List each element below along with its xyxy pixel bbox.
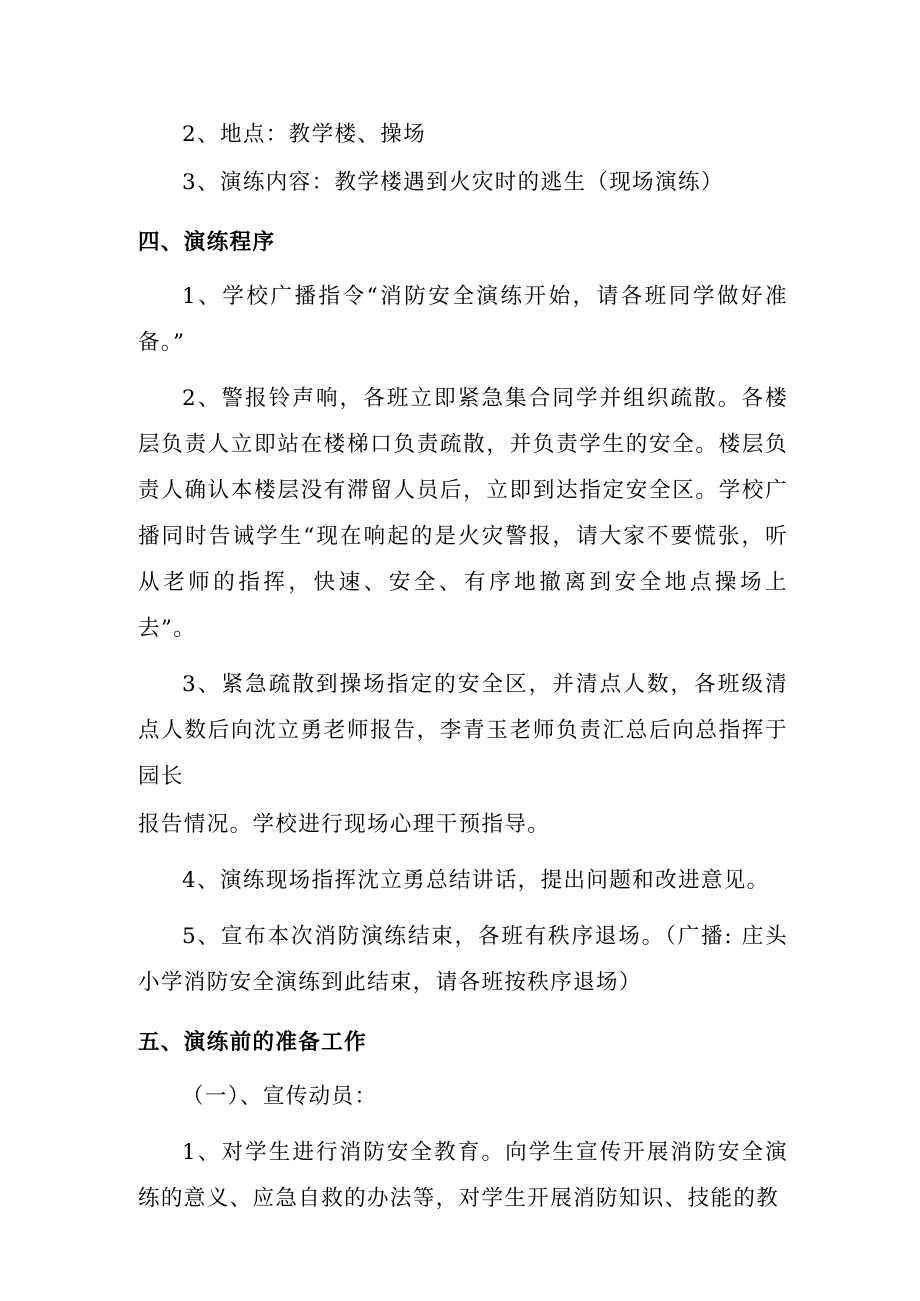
procedure-step-2: 2、警报铃声响，各班立即紧急集合同学并组织疏散。各楼层负责人立即站在楼梯口负责疏散，并负责学生的安全。楼层负责人确认本楼层没有滞留人员后，立即到达指定安全区。学校广播同时告诫学生“现在响起的是火灾警报，请大家不要慌张，听从老师的指挥，快速、安全、有序地撤离到安全地点操场上去”。	[138, 386, 788, 641]
procedure-step-4: 4、演练现场指挥沈立勇总结讲话，提出问题和改进意见。	[182, 868, 770, 893]
subsection-heading-publicity: （一）、宣传动员：	[182, 1084, 378, 1109]
section-heading-preparation: 五、演练前的准备工作	[138, 1030, 368, 1055]
procedure-step-1: 1、学校广播指令“消防安全演练开始，请各班同学做好准备。”	[138, 284, 788, 355]
preparation-item-1: 1、对学生进行消防安全教育。向学生宣传开展消防安全演练的意义、应急自救的办法等，对学生开展消防知识、技能的教	[138, 1140, 788, 1211]
drill-content-item: 3、演练内容：教学楼遇到火灾时的逃生（现场演练）	[182, 170, 724, 195]
procedure-step-3-continued: 报告情况。学校进行现场心理干预指导。	[138, 812, 551, 837]
procedure-step-5: 5、宣布本次消防演练结束，各班有秩序退场。（广播: 庄头小学消防安全演练到此结束，请各班按秩序退场）	[138, 924, 788, 995]
document-body	[138, 112, 788, 1222]
procedure-step-3: 3、紧急疏散到操场指定的安全区，并清点人数，各班级清点人数后向沈立勇老师报告，李青玉老师负责汇总后向总指挥于园长	[138, 672, 788, 789]
section-heading-procedure: 四、演练程序	[138, 230, 276, 255]
location-item: 2、地点：教学楼、操场	[182, 122, 427, 147]
